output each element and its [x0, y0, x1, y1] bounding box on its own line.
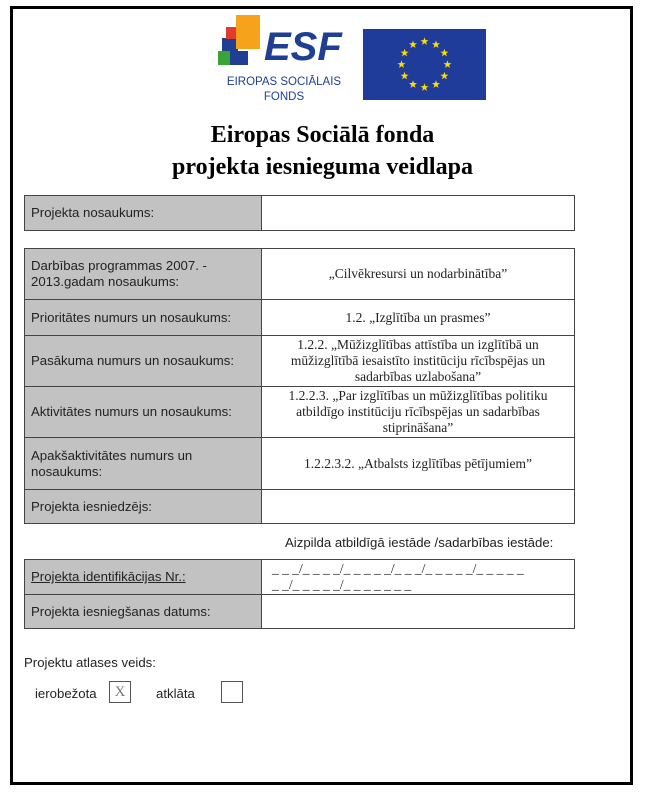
programme-table [24, 248, 575, 524]
limited-option-checkbox[interactable]: X [109, 681, 131, 703]
selection-type-title: Projektu atlases veids: [24, 655, 156, 670]
sub-activity-label: Apakšaktivitātes numurs un nosaukums: [25, 438, 262, 490]
logo-block-green [218, 51, 232, 65]
project-name-table [24, 195, 575, 231]
measure-label: Pasākuma numurs un nosaukums: [25, 336, 262, 387]
project-id-line-1: _ _ _/_ _ _ _/_ _ _ _ _/_ _ _/_ _ _ _ _/_ _ _ _ _ [272, 561, 524, 576]
project-id-line-2: _ _/_ _ _ _ _/_ _ _ _ _ _ _ [272, 577, 412, 592]
page-title-line-1: Eiropas Sociālā fonda [210, 122, 435, 148]
project-id-label [25, 560, 262, 595]
applicant-label: Projekta iesniedzējs: [25, 490, 262, 524]
project-id-label-text: Projekta identifikācijas Nr.: [31, 569, 186, 584]
esf-logo-text: ESF [264, 25, 342, 69]
activity-value: 1.2.2.3. „Par izglītības un mūžizglītības politiku atbildīgo institūciju rīcībspējas un sadarbības stiprināšana” [262, 387, 575, 438]
identification-table [24, 559, 575, 629]
logo-block-darkblue [230, 51, 248, 65]
esf-logo-sub1: EIROPAS SOCIĀLAIS [226, 76, 342, 88]
programme-label: Darbības programmas 2007. - 2013.gadam nosaukums: [25, 249, 262, 300]
submission-date-field[interactable] [262, 595, 575, 629]
project-id-field[interactable] [262, 560, 575, 595]
esf-logo-sub2: FONDS [263, 91, 305, 103]
limited-option-label: ierobežota [35, 686, 97, 701]
measure-value: 1.2.2. „Mūžizglītības attīstība un izglītībā un mūžizglītībā iesaistīto institūciju rīcībspējas un sadarbības uzlabošana” [262, 336, 575, 387]
project-name-field[interactable] [262, 196, 575, 231]
page-title-line-2: projekta iesnieguma veidlapa [172, 154, 473, 180]
priority-value: 1.2. „Izglītība un prasmes” [262, 300, 575, 336]
esf-logo [216, 15, 352, 105]
priority-label: Prioritātes numurs un nosaukums: [25, 300, 262, 336]
eu-flag [363, 29, 486, 100]
authority-note: Aizpilda atbildīgā iestāde /sadarbības iestāde: [285, 535, 554, 550]
open-option-checkbox[interactable] [221, 681, 243, 703]
activity-label: Aktivitātes numurs un nosaukums: [25, 387, 262, 438]
logo-block-blue [222, 38, 238, 52]
applicant-field[interactable] [262, 490, 575, 524]
project-name-label: Projekta nosaukums: [25, 196, 262, 231]
logo-block-orange [236, 15, 260, 49]
open-option-label: atklāta [156, 686, 195, 701]
submission-date-label: Projekta iesniegšanas datums: [25, 595, 262, 629]
programme-value: „Cilvēkresursi un nodarbinātība” [262, 249, 575, 300]
sub-activity-value: 1.2.2.3.2. „Atbalsts izglītības pētījumiem” [262, 438, 575, 490]
